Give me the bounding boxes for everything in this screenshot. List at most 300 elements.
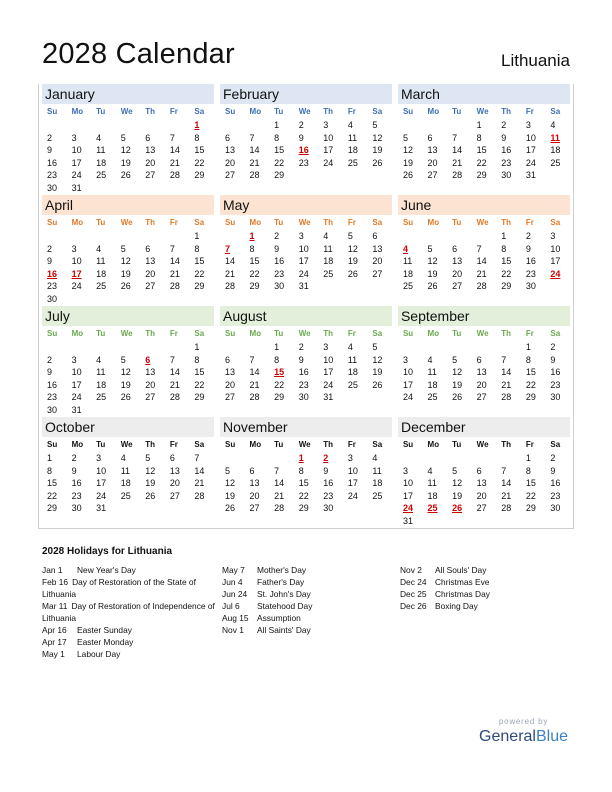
day-cell[interactable]: 14 (249, 145, 260, 156)
day-cell[interactable]: 22 (194, 157, 205, 168)
day-cell[interactable]: 10 (347, 465, 358, 476)
day-cell[interactable]: 17 (525, 145, 536, 156)
day-cell[interactable]: 6 (427, 132, 433, 143)
day-cell[interactable]: 31 (298, 281, 309, 292)
day-cell[interactable]: 1 (525, 342, 531, 352)
day-cell[interactable]: 25 (323, 268, 334, 279)
day-cell[interactable]: 21 (274, 490, 285, 501)
day-cell[interactable]: 13 (476, 478, 487, 489)
day-cell[interactable]: 12 (120, 367, 131, 378)
day-cell[interactable]: 10 (323, 354, 334, 365)
day-cell[interactable]: 17 (402, 379, 413, 390)
day-cell[interactable]: 10 (96, 465, 107, 476)
day-cell[interactable]: 13 (249, 478, 260, 489)
day-cell[interactable]: 10 (525, 132, 536, 143)
day-cell[interactable]: 21 (476, 268, 487, 279)
holiday-day[interactable]: 25 (427, 503, 438, 514)
day-cell[interactable]: 17 (323, 367, 334, 378)
day-cell[interactable]: 3 (96, 453, 102, 463)
day-cell[interactable]: 21 (249, 379, 260, 390)
day-cell[interactable]: 31 (525, 170, 536, 181)
day-cell[interactable]: 7 (169, 243, 175, 254)
day-cell[interactable]: 22 (249, 268, 260, 279)
day-cell[interactable]: 8 (47, 465, 53, 476)
day-cell[interactable]: 3 (402, 465, 408, 476)
day-cell[interactable]: 6 (476, 354, 482, 365)
holiday-day[interactable]: 1 (249, 231, 255, 241)
day-cell[interactable]: 2 (550, 453, 556, 463)
day-cell[interactable]: 30 (501, 170, 512, 181)
day-cell[interactable]: 22 (525, 379, 536, 390)
day-cell[interactable]: 15 (476, 145, 487, 156)
day-cell[interactable]: 1 (476, 120, 482, 130)
day-cell[interactable]: 19 (402, 157, 413, 168)
day-cell[interactable]: 8 (274, 132, 280, 143)
day-cell[interactable]: 29 (249, 281, 260, 292)
day-cell[interactable]: 30 (274, 281, 285, 292)
day-cell[interactable]: 26 (120, 281, 131, 292)
holiday-day[interactable]: 16 (47, 268, 58, 279)
day-cell[interactable]: 24 (347, 490, 358, 501)
day-cell[interactable]: 31 (71, 182, 82, 193)
day-cell[interactable]: 21 (169, 157, 180, 168)
day-cell[interactable]: 2 (298, 342, 304, 352)
day-cell[interactable]: 12 (452, 478, 463, 489)
day-cell[interactable]: 21 (194, 478, 205, 489)
day-cell[interactable]: 3 (525, 120, 531, 130)
holiday-day[interactable]: 1 (298, 453, 304, 463)
day-cell[interactable]: 30 (47, 182, 58, 193)
day-cell[interactable]: 16 (550, 367, 561, 378)
holiday-day[interactable]: 15 (274, 367, 285, 378)
day-cell[interactable]: 21 (452, 157, 463, 168)
day-cell[interactable]: 15 (274, 145, 285, 156)
day-cell[interactable]: 9 (47, 256, 53, 267)
day-cell[interactable]: 2 (550, 342, 556, 352)
day-cell[interactable]: 5 (224, 465, 230, 476)
day-cell[interactable]: 15 (298, 478, 309, 489)
day-cell[interactable]: 20 (476, 379, 487, 390)
day-cell[interactable]: 12 (224, 478, 235, 489)
day-cell[interactable]: 28 (476, 281, 487, 292)
day-cell[interactable]: 27 (249, 503, 260, 514)
day-cell[interactable]: 16 (47, 157, 58, 168)
day-cell[interactable]: 11 (96, 145, 106, 156)
day-cell[interactable]: 19 (145, 478, 156, 489)
day-cell[interactable]: 4 (96, 243, 102, 254)
day-cell[interactable]: 2 (298, 120, 304, 130)
day-cell[interactable]: 18 (550, 145, 561, 156)
day-cell[interactable]: 16 (550, 478, 561, 489)
day-cell[interactable]: 15 (47, 478, 58, 489)
day-cell[interactable]: 28 (169, 392, 180, 403)
day-cell[interactable]: 12 (372, 354, 383, 365)
holiday-day[interactable]: 24 (402, 503, 413, 514)
day-cell[interactable]: 24 (323, 157, 334, 168)
day-cell[interactable]: 1 (47, 453, 53, 463)
day-cell[interactable]: 11 (402, 256, 413, 267)
day-cell[interactable]: 2 (47, 243, 53, 254)
day-cell[interactable]: 6 (224, 132, 230, 143)
day-cell[interactable]: 22 (525, 490, 536, 501)
day-cell[interactable]: 15 (194, 256, 205, 267)
day-cell[interactable]: 14 (169, 145, 180, 156)
day-cell[interactable]: 14 (501, 478, 512, 489)
day-cell[interactable]: 19 (452, 379, 463, 390)
day-cell[interactable]: 24 (71, 392, 82, 403)
day-cell[interactable]: 28 (274, 503, 285, 514)
day-cell[interactable]: 19 (224, 490, 235, 501)
day-cell[interactable]: 8 (501, 243, 507, 254)
day-cell[interactable]: 25 (120, 490, 131, 501)
day-cell[interactable]: 16 (323, 478, 334, 489)
day-cell[interactable]: 17 (347, 478, 358, 489)
day-cell[interactable]: 31 (402, 515, 413, 526)
day-cell[interactable]: 23 (323, 490, 334, 501)
day-cell[interactable]: 31 (96, 503, 107, 514)
day-cell[interactable]: 2 (47, 354, 53, 365)
day-cell[interactable]: 16 (71, 478, 82, 489)
day-cell[interactable]: 9 (298, 132, 304, 143)
day-cell[interactable]: 20 (452, 268, 463, 279)
day-cell[interactable]: 26 (120, 392, 131, 403)
day-cell[interactable]: 19 (452, 490, 463, 501)
day-cell[interactable]: 21 (169, 379, 180, 390)
day-cell[interactable]: 23 (298, 157, 309, 168)
day-cell[interactable]: 2 (274, 231, 280, 241)
day-cell[interactable]: 22 (194, 379, 205, 390)
day-cell[interactable]: 11 (347, 354, 358, 365)
day-cell[interactable]: 19 (372, 367, 383, 378)
day-cell[interactable]: 10 (402, 367, 413, 378)
day-cell[interactable]: 31 (323, 392, 334, 403)
day-cell[interactable]: 7 (501, 465, 507, 476)
day-cell[interactable]: 12 (452, 367, 463, 378)
day-cell[interactable]: 7 (476, 243, 482, 254)
day-cell[interactable]: 1 (274, 120, 280, 130)
day-cell[interactable]: 25 (347, 379, 358, 390)
day-cell[interactable]: 20 (224, 157, 235, 168)
day-cell[interactable]: 13 (169, 465, 180, 476)
day-cell[interactable]: 24 (525, 157, 536, 168)
day-cell[interactable]: 27 (169, 490, 180, 501)
day-cell[interactable]: 17 (298, 256, 309, 267)
day-cell[interactable]: 29 (274, 170, 285, 181)
day-cell[interactable]: 22 (194, 268, 205, 279)
day-cell[interactable]: 1 (194, 231, 200, 241)
day-cell[interactable]: 24 (323, 379, 334, 390)
day-cell[interactable]: 9 (47, 145, 53, 156)
day-cell[interactable]: 13 (145, 367, 156, 378)
day-cell[interactable]: 18 (96, 379, 107, 390)
day-cell[interactable]: 10 (71, 145, 82, 156)
day-cell[interactable]: 4 (427, 354, 433, 365)
day-cell[interactable]: 4 (372, 453, 378, 463)
holiday-day[interactable]: 11 (550, 132, 560, 143)
day-cell[interactable]: 16 (501, 145, 512, 156)
day-cell[interactable]: 8 (298, 465, 304, 476)
day-cell[interactable]: 29 (194, 392, 205, 403)
day-cell[interactable]: 15 (525, 478, 536, 489)
day-cell[interactable]: 13 (372, 243, 383, 254)
day-cell[interactable]: 1 (194, 342, 200, 352)
day-cell[interactable]: 25 (402, 281, 413, 292)
day-cell[interactable]: 8 (525, 465, 531, 476)
day-cell[interactable]: 18 (427, 490, 438, 501)
day-cell[interactable]: 13 (476, 367, 487, 378)
day-cell[interactable]: 15 (249, 256, 260, 267)
day-cell[interactable]: 17 (550, 256, 561, 267)
day-cell[interactable]: 8 (274, 354, 280, 365)
day-cell[interactable]: 2 (525, 231, 531, 241)
day-cell[interactable]: 24 (71, 281, 82, 292)
day-cell[interactable]: 11 (96, 256, 106, 267)
day-cell[interactable]: 27 (476, 392, 487, 403)
day-cell[interactable]: 26 (427, 281, 438, 292)
day-cell[interactable]: 24 (402, 392, 413, 403)
day-cell[interactable]: 20 (249, 490, 260, 501)
day-cell[interactable]: 26 (452, 392, 463, 403)
day-cell[interactable]: 8 (525, 354, 531, 365)
holiday-day[interactable]: 1 (194, 120, 200, 130)
day-cell[interactable]: 27 (476, 503, 487, 514)
day-cell[interactable]: 4 (427, 465, 433, 476)
day-cell[interactable]: 15 (194, 367, 205, 378)
day-cell[interactable]: 29 (194, 281, 205, 292)
day-cell[interactable]: 27 (452, 281, 463, 292)
day-cell[interactable]: 12 (427, 256, 438, 267)
day-cell[interactable]: 21 (501, 490, 512, 501)
day-cell[interactable]: 20 (224, 379, 235, 390)
holiday-day[interactable]: 2 (323, 453, 329, 463)
day-cell[interactable]: 14 (169, 256, 180, 267)
day-cell[interactable]: 21 (169, 268, 180, 279)
day-cell[interactable]: 8 (194, 132, 200, 143)
day-cell[interactable]: 9 (501, 132, 507, 143)
day-cell[interactable]: 22 (501, 268, 512, 279)
day-cell[interactable]: 7 (452, 132, 458, 143)
day-cell[interactable]: 26 (372, 157, 383, 168)
day-cell[interactable]: 9 (47, 367, 53, 378)
day-cell[interactable]: 8 (194, 354, 200, 365)
day-cell[interactable]: 13 (145, 145, 156, 156)
day-cell[interactable]: 17 (71, 379, 82, 390)
day-cell[interactable]: 5 (120, 243, 126, 254)
day-cell[interactable]: 26 (347, 268, 358, 279)
day-cell[interactable]: 18 (427, 379, 438, 390)
day-cell[interactable]: 22 (47, 490, 58, 501)
day-cell[interactable]: 13 (452, 256, 463, 267)
day-cell[interactable]: 5 (120, 354, 126, 365)
day-cell[interactable]: 30 (47, 404, 58, 415)
day-cell[interactable]: 7 (274, 465, 280, 476)
day-cell[interactable]: 23 (274, 268, 285, 279)
day-cell[interactable]: 23 (501, 157, 512, 168)
day-cell[interactable]: 18 (96, 157, 107, 168)
day-cell[interactable]: 15 (501, 256, 512, 267)
day-cell[interactable]: 13 (427, 145, 438, 156)
day-cell[interactable]: 10 (71, 256, 82, 267)
day-cell[interactable]: 5 (120, 132, 126, 143)
day-cell[interactable]: 22 (274, 379, 285, 390)
day-cell[interactable]: 19 (347, 256, 358, 267)
day-cell[interactable]: 23 (71, 490, 82, 501)
holiday-day[interactable]: 24 (550, 268, 561, 279)
day-cell[interactable]: 23 (550, 490, 561, 501)
day-cell[interactable]: 18 (347, 367, 358, 378)
day-cell[interactable]: 26 (120, 170, 131, 181)
day-cell[interactable]: 10 (298, 243, 309, 254)
day-cell[interactable]: 7 (169, 354, 175, 365)
day-cell[interactable]: 26 (402, 170, 413, 181)
day-cell[interactable]: 3 (71, 132, 77, 143)
day-cell[interactable]: 6 (249, 465, 255, 476)
day-cell[interactable]: 25 (96, 392, 107, 403)
day-cell[interactable]: 23 (47, 281, 58, 292)
day-cell[interactable]: 30 (298, 392, 309, 403)
day-cell[interactable]: 30 (550, 503, 561, 514)
day-cell[interactable]: 14 (194, 465, 205, 476)
day-cell[interactable]: 25 (347, 157, 358, 168)
holiday-day[interactable]: 17 (71, 268, 82, 279)
day-cell[interactable]: 9 (550, 354, 556, 365)
day-cell[interactable]: 16 (274, 256, 285, 267)
day-cell[interactable]: 25 (96, 170, 107, 181)
day-cell[interactable]: 13 (224, 367, 235, 378)
day-cell[interactable]: 17 (402, 490, 413, 501)
day-cell[interactable]: 14 (501, 367, 512, 378)
day-cell[interactable]: 28 (224, 281, 235, 292)
day-cell[interactable]: 19 (427, 268, 438, 279)
day-cell[interactable]: 3 (550, 231, 556, 241)
day-cell[interactable]: 11 (427, 478, 437, 489)
day-cell[interactable]: 3 (323, 120, 329, 130)
day-cell[interactable]: 3 (71, 354, 77, 365)
day-cell[interactable]: 30 (525, 281, 536, 292)
day-cell[interactable]: 27 (427, 170, 438, 181)
day-cell[interactable]: 11 (427, 367, 437, 378)
day-cell[interactable]: 22 (298, 490, 309, 501)
day-cell[interactable]: 2 (501, 120, 507, 130)
day-cell[interactable]: 3 (402, 354, 408, 365)
day-cell[interactable]: 12 (120, 256, 131, 267)
day-cell[interactable]: 27 (145, 281, 156, 292)
day-cell[interactable]: 4 (347, 120, 353, 130)
day-cell[interactable]: 28 (452, 170, 463, 181)
day-cell[interactable]: 22 (274, 157, 285, 168)
day-cell[interactable]: 27 (372, 268, 383, 279)
day-cell[interactable]: 28 (169, 281, 180, 292)
day-cell[interactable]: 25 (96, 281, 107, 292)
day-cell[interactable]: 8 (249, 243, 255, 254)
day-cell[interactable]: 5 (372, 120, 378, 130)
day-cell[interactable]: 11 (323, 243, 333, 254)
day-cell[interactable]: 14 (452, 145, 463, 156)
day-cell[interactable]: 19 (120, 157, 131, 168)
day-cell[interactable]: 16 (47, 379, 58, 390)
day-cell[interactable]: 10 (550, 243, 561, 254)
day-cell[interactable]: 29 (47, 503, 58, 514)
day-cell[interactable]: 12 (145, 465, 156, 476)
day-cell[interactable]: 18 (323, 256, 334, 267)
day-cell[interactable]: 9 (550, 465, 556, 476)
day-cell[interactable]: 29 (274, 392, 285, 403)
day-cell[interactable]: 5 (402, 132, 408, 143)
day-cell[interactable]: 23 (550, 379, 561, 390)
day-cell[interactable]: 28 (194, 490, 205, 501)
day-cell[interactable]: 3 (298, 231, 304, 241)
day-cell[interactable]: 4 (120, 453, 126, 463)
holiday-day[interactable]: 7 (224, 243, 230, 254)
holiday-day[interactable]: 26 (452, 503, 463, 514)
day-cell[interactable]: 24 (298, 268, 309, 279)
day-cell[interactable]: 25 (550, 157, 561, 168)
holiday-day[interactable]: 4 (402, 243, 408, 254)
day-cell[interactable]: 19 (372, 145, 383, 156)
day-cell[interactable]: 26 (372, 379, 383, 390)
day-cell[interactable]: 4 (96, 354, 102, 365)
day-cell[interactable]: 2 (47, 132, 53, 143)
day-cell[interactable]: 29 (476, 170, 487, 181)
day-cell[interactable]: 28 (501, 503, 512, 514)
day-cell[interactable]: 6 (476, 465, 482, 476)
day-cell[interactable]: 3 (71, 243, 77, 254)
day-cell[interactable]: 30 (323, 503, 334, 514)
day-cell[interactable]: 5 (452, 465, 458, 476)
day-cell[interactable]: 6 (145, 132, 151, 143)
day-cell[interactable]: 14 (249, 367, 260, 378)
day-cell[interactable]: 14 (476, 256, 487, 267)
day-cell[interactable]: 18 (402, 268, 413, 279)
day-cell[interactable]: 27 (145, 392, 156, 403)
day-cell[interactable]: 14 (224, 256, 235, 267)
day-cell[interactable]: 20 (476, 490, 487, 501)
day-cell[interactable]: 9 (71, 465, 77, 476)
day-cell[interactable]: 18 (120, 478, 131, 489)
day-cell[interactable]: 14 (274, 478, 285, 489)
day-cell[interactable]: 1 (274, 342, 280, 352)
day-cell[interactable]: 11 (372, 465, 382, 476)
day-cell[interactable]: 16 (525, 256, 536, 267)
day-cell[interactable]: 6 (372, 231, 378, 241)
day-cell[interactable]: 19 (120, 268, 131, 279)
day-cell[interactable]: 23 (525, 268, 536, 279)
day-cell[interactable]: 3 (323, 342, 329, 352)
day-cell[interactable]: 20 (169, 478, 180, 489)
day-cell[interactable]: 28 (249, 170, 260, 181)
day-cell[interactable]: 9 (298, 354, 304, 365)
day-cell[interactable]: 15 (194, 145, 205, 156)
day-cell[interactable]: 18 (372, 478, 383, 489)
day-cell[interactable]: 4 (550, 120, 556, 130)
day-cell[interactable]: 28 (249, 392, 260, 403)
day-cell[interactable]: 20 (427, 157, 438, 168)
day-cell[interactable]: 8 (194, 243, 200, 254)
day-cell[interactable]: 7 (249, 354, 255, 365)
day-cell[interactable]: 31 (71, 404, 82, 415)
day-cell[interactable]: 29 (525, 503, 536, 514)
day-cell[interactable]: 5 (372, 342, 378, 352)
day-cell[interactable]: 11 (96, 367, 106, 378)
day-cell[interactable]: 10 (71, 367, 82, 378)
day-cell[interactable]: 12 (372, 132, 383, 143)
day-cell[interactable]: 13 (224, 145, 235, 156)
day-cell[interactable]: 5 (347, 231, 353, 241)
day-cell[interactable]: 7 (169, 132, 175, 143)
day-cell[interactable]: 25 (372, 490, 383, 501)
day-cell[interactable]: 20 (145, 268, 156, 279)
day-cell[interactable]: 29 (501, 281, 512, 292)
